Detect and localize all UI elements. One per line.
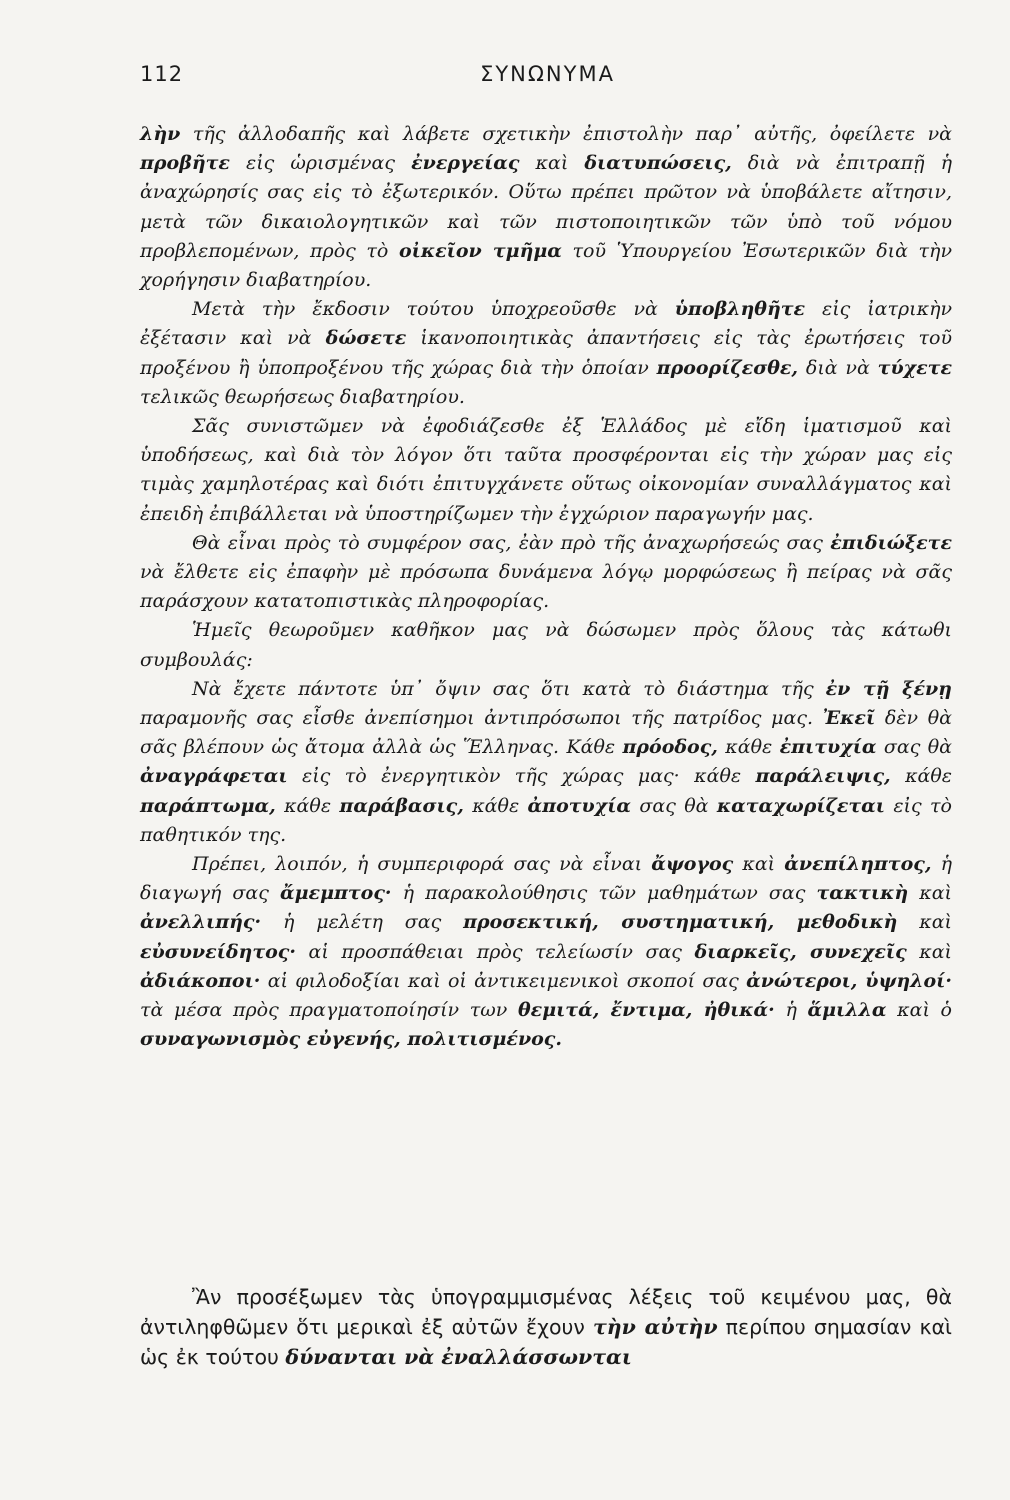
emphasized-text: παράπτωμα, [140,794,276,817]
emphasized-text: λὴν [140,123,181,145]
text-run: Ἡμεῖς θεωροῦμεν καθῆκον μας νὰ δώσωμεν πρὸς ὅλους τὰς κάτωθι συμβουλάς: [140,619,952,671]
paragraph [140,616,952,674]
text-run: τελικῶς θεωρήσεως διαβατηρίου. [140,385,465,408]
emphasized-text: τακτικὴ [816,882,909,905]
text-run: διὰ νὰ ἐπιτραπῇ ἡ ἀναχώρησίς σας εἰς τὸ ἐξωτερικόν. Οὕτω πρέπει πρῶτον νὰ ὑποβάλετε αἴτησιν, μετὰ τῶν δικαιολογητικῶν καὶ τῶν πιστοποιητικῶν τῶν ὑπὸ τοῦ νόμου προβλεπομένων, πρὸς τὸ [140,152,952,262]
page-number: 112 [140,62,184,86]
emphasized-text: ἐν τῇ ξένῃ [825,677,952,700]
text-run: καὶ [908,882,953,905]
text-run: σας θὰ [631,794,717,817]
text-run: τὰ μέσα πρὸς πραγματοποίησίν των [140,999,518,1022]
text-run: εἰς τὸ ἐνεργητικὸν τῆς χώρας μας· κάθε [287,765,756,788]
emphasized-text: ἐνεργείας [411,152,520,175]
emphasized-text: τὴν αὐτὴν [592,1315,718,1339]
text-run: ἡ παρακολούθησις τῶν μαθημάτων σας [391,882,817,905]
emphasized-text: ἀδιάκοποι· [140,969,261,992]
emphasized-text: ἀνεπίληπτος, [784,853,932,876]
emphasized-text: ἄμεμπτος· [279,882,392,905]
text-run: Σᾶς συνιστῶμεν νὰ ἐφοδιάζεσθε ἐξ Ἑλλάδος μὲ εἴδη ἱματισμοῦ καὶ ὑποδήσεως, καὶ διὰ τὸν λόγον ὅτι ταῦτα προσφέρονται εἰς τὴν χώραν μας εἰς τιμὰς χαμηλοτέρας καὶ διότι ἐπιτυγχάνετε οὕτως οἰκονομίαν συναλλάγματος καὶ ἐπειδὴ ἐπιβάλλεται νὰ ὑποστηρίζωμεν τὴν ἐγχώριον παραγωγήν μας. [140,415,952,525]
text-run: κάθε [890,765,952,788]
text-run: καὶ [897,911,952,934]
text-run: σας θὰ [876,736,952,759]
text-run: καὶ ὁ [886,999,952,1022]
emphasized-text: ἀνώτεροι, ὑψηλοί· [746,969,952,992]
emphasized-text: τύχετε [877,356,953,379]
emphasized-text: διατυπώσεις, [584,152,732,175]
emphasized-text: δύνανται νὰ ἐναλλάσσωνται [285,1345,632,1369]
emphasized-text: συναγωνισμὸς εὐγενής, πολιτισμένος. [140,1028,562,1051]
text-run: διὰ νὰ [798,356,878,379]
text-run: καὶ [733,853,785,876]
text-run: νὰ ἔλθετε εἰς ἐπαφὴν μὲ πρόσωπα δυνάμενα λόγῳ μορφώσεως ἢ πείρας νὰ σᾶς παράσχουν κατατοπιστικὰς πληροφορίας. [140,561,952,613]
emphasized-text: προβῆτε [140,152,230,175]
emphasized-text: ἄψογος [651,853,734,876]
emphasized-text: ἅμιλλα [807,999,887,1022]
emphasized-text: θεμιτά, ἔντιμα, ἠθικά· [517,999,775,1022]
text-run: κάθε [717,736,780,759]
emphasized-text: παράβασις, [339,794,464,817]
closing-paragraph [140,1282,952,1372]
text-run: κάθε [275,794,340,817]
emphasized-text: παράλειψις, [755,765,891,788]
text-run: εἰς ὡρισμένας [229,152,412,175]
text-run: ἡ διαγωγή σας [140,853,952,905]
emphasized-text: οἰκεῖον τμῆμα [398,239,562,262]
text-run: ἱκανοποιητικὰς ἀπαντήσεις εἰς τὰς ἐρωτήσεις τοῦ προξένου ἢ ὑποπροξένου τῆς χώρας διὰ τὴν ὁποίαν [140,327,952,379]
emphasized-text: διαρκεῖς, συνεχεῖς [694,940,907,963]
emphasized-text: προορίζεσθε, [656,356,799,379]
paragraph [140,675,952,850]
emphasized-text: ὑποβληθῆτε [674,298,806,321]
text-run: Νὰ ἔχετε πάντοτε ὑπ᾽ ὄψιν σας ὅτι κατὰ τὸ διάστημα τῆς [192,677,826,700]
emphasized-text: ἀναγράφεται [140,765,288,788]
text-run: αἱ προσπάθειαι πρὸς τελείωσίν σας [295,940,695,963]
emphasized-text: καταχωρίζεται [716,794,885,817]
emphasized-text: ἐπιτυχία [779,736,877,759]
text-run: παραμονῆς σας εἶσθε ἀνεπίσημοι ἀντιπρόσωποι τῆς πατρίδος μας. [140,707,823,730]
text-run: δὲν θὰ σᾶς βλέπουν ὡς ἄτομα ἀλλὰ ὡς Ἕλληνας. Κάθε [140,707,952,759]
closing-text [140,1282,952,1372]
text-run: εἰς ἰατρικὴν ἐξέτασιν καὶ νὰ [140,298,953,350]
emphasized-text: Ἐκεῖ [822,707,876,730]
emphasized-text: πρόοδος, [622,736,718,759]
text-run: καὶ [906,940,952,963]
text-run: εἰς τὸ παθητικόν της. [140,794,952,846]
text-run: τῆς ἀλλοδαπῆς καὶ λάβετε σχετικὴν ἐπιστολὴν παρ᾽ αὐτῆς, ὀφείλετε νὰ [180,123,952,145]
emphasized-text: ἀνελλιπής· [140,911,262,934]
text-run: καὶ [519,152,585,175]
paragraph [140,120,952,295]
text-run: ἡ [774,999,808,1022]
text-run: κάθε [463,794,528,817]
text-run: ἡ μελέτη σας [261,911,464,934]
text-run: Μετὰ τὴν ἔκδοσιν τούτου ὑποχρεοῦσθε νὰ [192,298,675,321]
paragraph [140,529,952,617]
emphasized-text: δώσετε [325,327,407,350]
running-title: ΣΥΝΩΝΥΜΑ [480,62,615,86]
text-run: Ἂν προσέξωμεν τὰς ὑπογραμμισμένας λέξεις τοῦ κειμένου μας, θὰ ἀντιληφθῶμεν ὅτι μερικαὶ ἐξ αὐτῶν ἔχουν [140,1285,952,1339]
page-header [140,62,955,92]
body-text [140,120,952,1055]
text-run: Πρέπει, λοιπόν, ἡ συμπεριφορά σας νὰ εἶναι [192,853,652,876]
text-run: αἱ φιλοδοξίαι καὶ οἱ ἀντικειμενικοὶ σκοποί σας [260,969,747,992]
emphasized-text: προσεκτική, συστηματική, μεθοδικὴ [463,911,898,934]
paragraph [140,850,952,1054]
text-run: Θὰ εἶναι πρὸς τὸ συμφέρον σας, ἐὰν πρὸ τῆς ἀναχωρήσεώς σας [192,531,831,554]
text-run: περίπου σημασίαν καὶ ὡς ἐκ τούτου [140,1315,952,1369]
emphasized-text: εὐσυνείδητος· [140,940,296,963]
emphasized-text: ἀποτυχία [527,794,632,817]
emphasized-text: ἐπιδιώξετε [830,531,952,554]
text-run: τοῦ Ὑπουργείου Ἐσωτερικῶν διὰ τὴν χορήγησιν διαβατηρίου. [140,239,952,292]
paragraph [140,412,952,529]
paragraph [140,295,952,412]
